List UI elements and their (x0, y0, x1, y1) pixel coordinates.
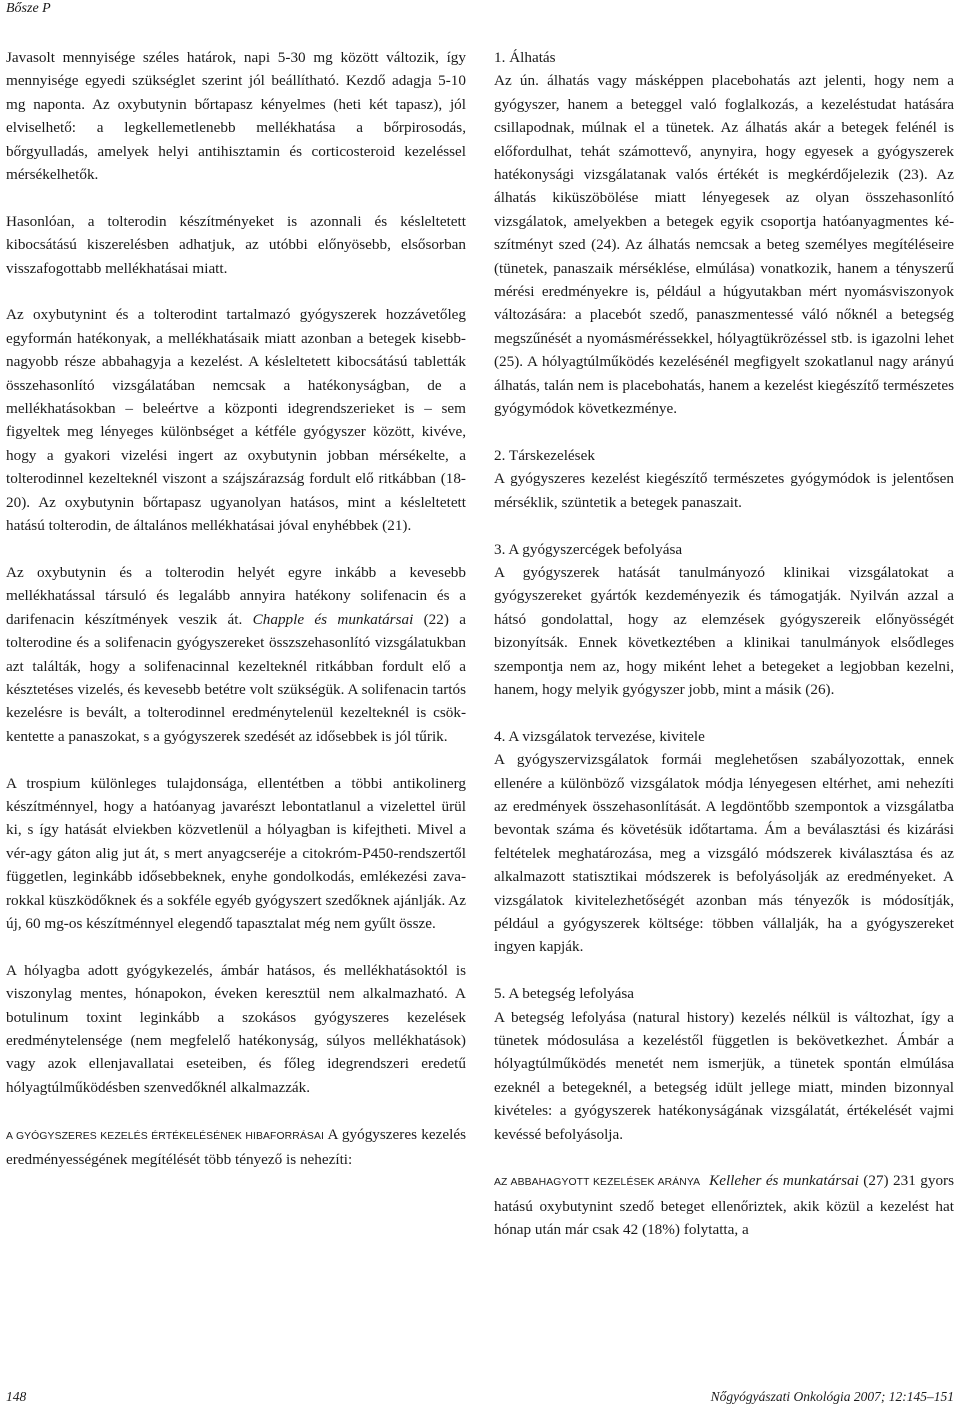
paragraph-botulinum: A hólyagba adott gyógykezelés, ámbár hatásos, és mellékhatásoktól is viszonylag mentes, hónapokon, éveken keresztül nem alkalmazható. A botulinum toxint leginkább a szokásos gyógyszeres kezelések eredménytelensége (nem megfelelő hatékonyság, súlyos mellékhatások) vagy azok ellenjavallatai eseteiben, és főleg idegrendszeri eredetű hólyagtúlműködésben szenvedőknél alkalmazzák. (6, 961, 466, 1096)
paragraph-solifenacin (6, 561, 466, 748)
paragraph-dosage: Javasolt mennyisége széles határok, napi 5-30 mg között változik, így mennyisége egyedi szükséglet szerint jól beállítható. Kezdő adagja 5-10 mg naponta. Az oxybutynin bőrtapasz kényelmes (heti két tapasz), jól elviselhető: a legkellemetlenebb mellékhatása a bőrpirosodás, bőrgyulladás, amelyek helyi antihisztamin és corticosteroid kezeléssel mérsékelhetők. (6, 49, 466, 184)
section-text: A gyógyszervizsgálatok formái meglehetősen szabályozottak, ennek ellenére a különböző vizsgálatok módja lényegesen eltérhet, ami nehezíti az eredmények összehasonlítását. A legdöntőbb szempontok a vizsgálatba bevontak száma és követésük időtartama. Ám a beválasztási és kizárási feltételek meghatározása, meg a vizsgáló módszerek kiválasztása és az alkalmazott statisztikai módszerek is befolyásolják az eredményeket. A vizsgálatok kivitelezhetőségét azonban más tényezők is módosítják, például a gyógyszerek költsége: többen vállalják, ha a gyógyszereket ingyen kapják. (494, 751, 954, 956)
section-pharma-influence (494, 538, 954, 702)
section-title: 2. Társkezelések (494, 446, 595, 464)
section-text: A gyógyszeres kezelést kiegészítő természetes gyógymódok is jelentősen mérséklik, szüntetik a betegek panaszait. (494, 470, 954, 511)
section-text: Az ún. álhatás vagy másképpen placebohatás azt jelenti, hogy nem a gyógyszer, hanem a beteggel való foglalkozás, a kezeléstudat hatására csillapodnak, múlnak el a tünetek. Az álhatás akár a betegek felénél is előfordulhat, tehát számottevő, anynyira, hogy egyesek a gyógyszerek hatékonysági vizsgálatanak valós értékét is megkérdőjelezik (23). Az álhatás kiküszöbölése miatt lényegesek az olyan összehasonlító vizsgálatok, amelyekben a betegek egyik csoportja hatóanyagmentes készítményt szed (24). Az álhatás nemcsak a beteg személyes megítéléseire (tünetek, panaszaik mérséklése, elmúlása) vonatkozik, hanem a tényszerű mérési eredményekre is, például a húgyutakban mért nyomásviszonyok változására: a placebót szedő, panaszmentessé váló nőknél a betegség megszűnését a nyomásméréssekkel, hólyagtükrözéssel stb. is igazolni lehet (25). A hólyagtúlműködés kezelésénél megfigyelt szokatlanul nagy arányú álhatás, talán nem is placebohatás, hanem a kezelést kiegészítő természetes gyógymódok következménye. (494, 72, 954, 418)
left-column (6, 46, 466, 1195)
section-title: 5. A betegség lefolyása (494, 985, 635, 1003)
page-number: 148 (6, 1389, 27, 1404)
right-column (494, 46, 954, 1265)
section-text: A betegség lefolyása (natural history) kezelés nélkül is változhat, így a tünetek módosulása a kezeléstől független is bekövetkezhet. Ámbár a hólyagtúlműködés menetét nem ismerjük, a tünetek spontán elmúlása ezeknél a betegeknél, a betegség idült jellege miatt, minden bizonnyal kivételes: a gyógyszerek hatékonyságának vizsgálatát, értékelését vajmi kevéssé befolyásolja. (494, 1008, 954, 1143)
text-run: (22) a tolterodine és a solifenacin gyógyszereket összszehasonlító vizsgálatukban azt találták, hogy a solifenacinnal kezelteknél ritkábban fordult elő a késztetéses vizelés, és kevesebb betétre volt szükségük. A solifenacin tartós kezelésre is bevált, a tolterodinnel eredménytelenül kezelteknél is csökkentette a panaszokat, s a gyógyszerek szedését az idősebbek is jól tűrik. (6, 610, 466, 745)
text-run: A gyógyszeres kezelés eredményességének megítélését több tényező is nehezíti: (6, 1125, 466, 1168)
paragraph-trospium: A trospium különleges tulajdonsága, ellentétben a többi antikolinerg készítménnyel, hogy a hatóanyag javarészt lebontatlanul a vizelettel ürül ki, s így hatását elviekben közvetlenül a hólyagban is kifejtheti. Mivel a vér-agy gáton alig jut át, s mert anyagcseréje a citokróm-P450-rendszertől független, leginkább idősebbeknek, enyhe gondolkodás, emlékezési zavarokkal küszködőknek és a sokféle egyéb gyógyszert szedőknek ajánlják. Az új, 60 mg-os készítménnyel elegendő tapasztalat még nem gyűlt össze. (6, 774, 466, 932)
journal-citation: Nőgyógyászati Onkológia 2007; 12:145–151 (710, 1389, 954, 1404)
paragraph-tolterodin: Hasonlóan, a tolterodin készítményeket is azonnali és késleltetett kibocsátású kiszerelésben adhatjuk, az utóbbi előnyösebb, elsősorban visszafogottabb mellékhatásai miatt. (6, 212, 466, 277)
section-natural-history (494, 982, 954, 1146)
text-run: Az oxybutynin és a tolterodin helyét egyre inkább a kevesebb mellékhatással társuló és legalább annyira hatékony solifenacin és a darifenacin készítmények veszik át. (6, 563, 466, 628)
paragraph-comparison: Az oxybutynint és a tolterodint tartalmazó gyógyszerek hozzávetőleg egyformán hatékonyak, a mellékhatásaik miatt azonban a betegek kisebb-nagyobb része abbahagyja a kezelést. A késleltetett kibocsátású tabletták összehasonlító vizsgálatában nemcsak a hatékonyságban, de a mellékhatásokban – beleértve a központi idegrendszerieket is – sem figyeltek meg lényeges különbséget a kétféle gyógyszer között, kivéve, hogy a gyakori vizelési ingert az oxybutynin jobban mérsékelte, a tolterodinnel kezelteknél viszont a szájszárazság fordult elő ritkábban (18-20). Az oxybutynin bőrtapasz ugyanolyan hatásos, mint a késleltetett hatású tolterodin, de általános mellékhatásai jóval enyhébbek (21). (6, 306, 466, 535)
section-title: 3. A gyógyszercégek befolyása (494, 540, 683, 558)
author-citation: Chapple és munkatársai (252, 610, 414, 628)
section-title: 4. A vizsgálatok tervezése, kivitele (494, 727, 705, 745)
text-run: (27) 231 gyors hatású oxybutynint szedő beteget ellenőriztek, akik közül a kezelést hat hónap után már csak 42 (18%) folytatta, a (494, 1172, 955, 1239)
section-title: 1. Álhatás (494, 49, 556, 66)
author-citation: Kelleher és munkatársai (709, 1172, 859, 1190)
running-head: Bősze P (6, 1, 51, 16)
section-text: A gyógyszerek hatását tanulmányozó klinikai vizsgálatokat a gyógyszereket gyártók kezdeményezik és támogatják. Nyilván azzal a hátsó gondolattal, hogy az elemzések gyógyszereik előnyösségét bizonyítsák. Ennek következtében a klinikai tanulmányok elsődleges szempontja nem az, hogy miként lehet a betegeket a legjobban kezelni, hanem, hogy melyik gyógyszer jobb, mint a másik (26). (494, 563, 954, 698)
run-in-heading: AZ ABBAHAGYOTT KEZELÉSEK ARÁNYA (494, 1177, 701, 1189)
section-placebo (494, 46, 954, 421)
section-study-design (494, 725, 954, 959)
run-in-heading: A GYÓGYSZERES KEZELÉS ÉRTÉKELÉSÉNEK HIBAFORRÁSAI (6, 1130, 324, 1142)
paragraph-discontinuation (494, 1169, 954, 1241)
paragraph-error-sources (6, 1123, 466, 1172)
section-cotreatment (494, 444, 954, 514)
